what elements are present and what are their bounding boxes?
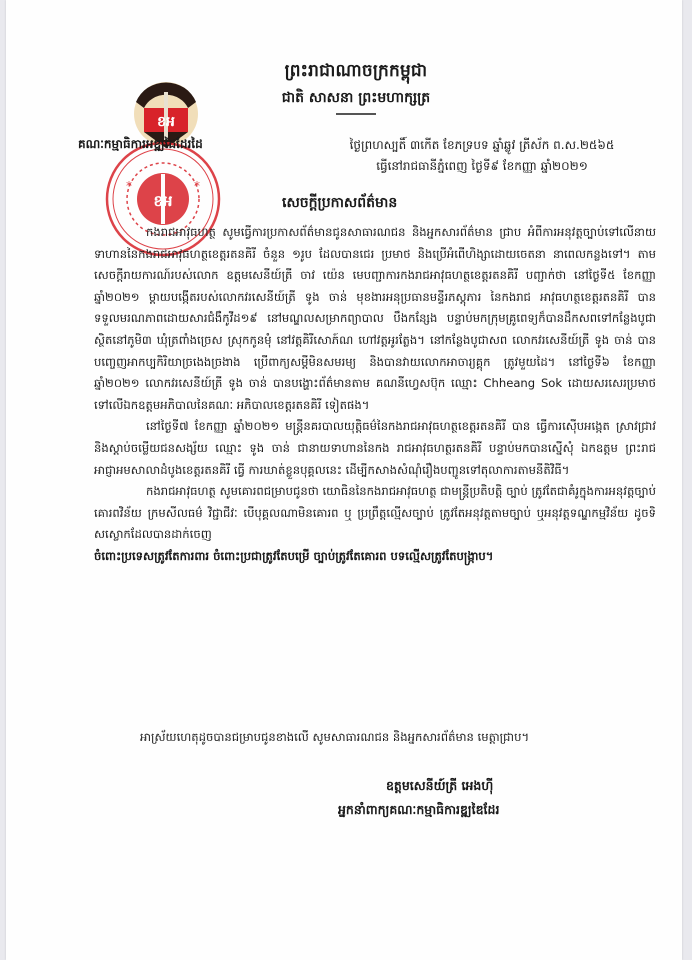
national-motto: ជាតិ សាសនា ព្រះមហាក្សត្រ bbox=[281, 90, 431, 106]
signatory-name: ឧត្តមសេនីយ៍ត្រី អេងហ៊ី bbox=[386, 778, 494, 793]
organization-name: គណៈកម្មាធិការអឌ្ឍដៃដែរដៃ bbox=[78, 137, 203, 151]
paragraph-2: នៅថ្ងៃទី៧ ខែកញ្ញា ឆ្នាំ២០២១ មន្ត្រីនគរបាលយុត្តិធម៌នៃកងរាជអាវុធហត្ថខេត្តរតនគិរី បាន ធ្វើការស៊ើបអង្កេត ស្រាវជ្រាវ និងស្តាប់ចម្លើយជនសង្ស័យ ឈ្មោះ ទូង ចាន់ ជានាយទាហាននៃកង រាជអាវុធហត្ថរតនគិរី បន្ទាប់មកបានស្នើសុំ ឯកឧត្តម ព្រះរាជអាជ្ញាអមសាលាដំបូងខេត្តរតនគិរី ធ្វើ ការឃាត់ខ្លួនបុគ្គលនេះ ដើម្បីកសាងសំណុំរឿងបញ្ជូនទៅតុលាការតាមនីតិវិធី។ bbox=[94, 419, 656, 477]
signatory-role: អ្នកនាំពាក្យគណៈកម្មាធិការឌ្ឍឌៃដែរ bbox=[338, 802, 500, 817]
kingdom-heading: ព្រះរាជាណាចក្រកម្ពុជា bbox=[284, 61, 428, 81]
lunar-date: ថ្ងៃព្រហស្បតិ៍ ៣កើត ខែភទ្របទ ឆ្នាំឆ្លូវ ត្រីស័ក ព.ស.២៥៦៥ bbox=[349, 138, 615, 152]
document-title: សេចក្តីប្រកាសព័ត៌មាន bbox=[282, 195, 398, 211]
svg-text:ខអ: ខអ bbox=[153, 192, 173, 210]
slogan: ចំពោះប្រទេសត្រូវតែការពារ ចំពោះប្រជាត្រូវតែបម្រើ ច្បាប់ត្រូវតែគោរព បទល្មើសត្រូវតែបង្ក្រាប។ bbox=[94, 548, 494, 563]
closing-line: អាស្រ័យហេតុដូចបានជម្រាបជូនខាងលើ សូមសាធារណជន និងអ្នកសារព័ត៌មាន មេត្តាជ្រាប។ bbox=[140, 730, 530, 744]
svg-text:ខអ: ខអ bbox=[157, 114, 175, 130]
svg-text:*: * bbox=[194, 179, 200, 193]
paragraph-1: កងរាជអាវុធហត្ថ សូមធ្វើការប្រកាសព័ត៌មានជូនសាធារណជន និងអ្នកសារព័ត៌មាន ជ្រាប អំពីការអនុវត្តច្បាប់ទៅលើនាយទាហាននៃកងរាជអាវុធហត្ថខេត្តរតនគិរី ចំនួន ១រូប ដែលបានជេរ ប្រមាថ និងប្រើអំពើហិង្សាដោយចេតនា នាពេលកន្លងទៅ។ តាមសេចក្តីរាយការណ៍របស់លោក ឧត្តមសេនីយ៍ត្រី ចាវ យ៉េន មេបញ្ជាការកងរាជអាវុធហត្ថខេត្តរតនគិរី បញ្ជាក់ថា នៅថ្ងៃទី៥ ខែកញ្ញា ឆ្នាំ២០២១ ម្តាយបង្កើតរបស់លោកវរសេនីយ៍ត្រី ទូង ចាន់ មុខងារអនុប្រធានមន្ទីរភស្តុភារ នៃកងរាជ អាវុធហត្ថខេត្តរតនគិរី បានទទួលមរណភាពដោយសារជំងឺកូវីដ១៩ នៅមណ្ឌលសម្រាកព្យាបាល បឹងកន្សែង បន្ទាប់មកក្រុមគ្រូពេទ្យក៏បានដឹកសពទៅកន្លែងបូជា ស្ថិតនៅភូមិ៣ ឃុំត្រពាំងច្រេស ស្រុកកូនមុំ នៅវត្តគិរីសោភ៍ណ ហៅវត្តអូរត្លែង។ នៅកន្លែងបូជាសព លោកវរសេនីយ៍ត្រី ទូង ចាន់ បានបញ្ចេញអាកប្បកិរិយាច្រងេងច្រងាង ប្រើពាក្យសម្តីមិនសមរម្យ និងបានវាយលោកអាចារ្យគ្គុក ត្រូវមួយដៃ។ នៅថ្ងៃទី៦ ខែកញ្ញា ឆ្នាំ២០២១ លោកវរសេនីយ៍ត្រី ទូង ចាន់ បានបង្ហោះព័ត៌មានតាម គណនីហ្វេសប៊ុក ឈ្មោះ Chheang Sok ដោយសរសេរប្រមាថទៅលើឯកឧត្តមអភិបាលនៃគណៈ អភិបាលខេត្តរតនគិរី ទៀតផង។ bbox=[94, 225, 656, 412]
paragraph-3: កងរាជអាវុធហត្ថ សូមគោរពជម្រាបជូនថា យោធិននៃកងរាជអាវុធហត្ថ ជាមន្ត្រីប្រតិបត្តិ ច្បាប់ ត្រូវតែជាគំរូក្នុងការអនុវត្តច្បាប់ គោរពវិន័យ ក្រមសីលធម៌ វិជ្ជាជីវៈ បើបុគ្គលណាមិនគោរព ឬ ប្រព្រឹត្តល្មើសច្បាប់ ត្រូវតែអនុវត្តតាមច្បាប់ ឬអនុវត្តទណ្ឌកម្មវិន័យ ដូចទិសស្លោកដែលបានដាក់ចេញ bbox=[94, 484, 656, 542]
svg-text:*: * bbox=[126, 179, 132, 193]
solar-date-place: ធ្វើនៅរាជធានីភ្នំពេញ ថ្ងៃទី៩ ខែកញ្ញា ឆ្នាំ២០២១ bbox=[376, 159, 588, 173]
heading-divider bbox=[336, 113, 376, 115]
document-body bbox=[94, 222, 656, 568]
document-page bbox=[6, 0, 682, 960]
